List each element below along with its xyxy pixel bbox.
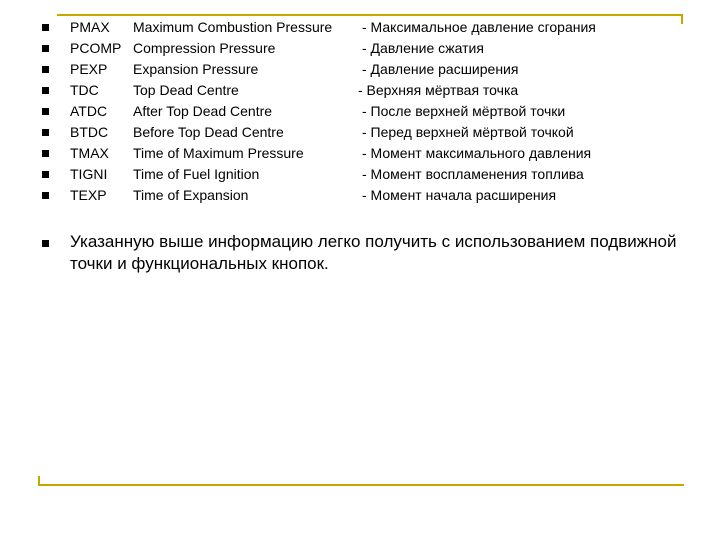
note-text: Указанную выше информацию легко получить с использованием подвижной точки и функциональных кнопок. [70, 232, 677, 273]
square-bullet-icon [42, 240, 49, 247]
square-bullet-icon [42, 171, 49, 178]
russian-term: - Момент воспламенения топлива [362, 166, 584, 182]
english-term: Before Top Dead Centre [133, 124, 284, 140]
abbreviation: PCOMP [70, 40, 122, 56]
list-item [0, 143, 720, 164]
russian-term: - Давление сжатия [362, 40, 484, 56]
square-bullet-icon [42, 87, 49, 94]
list-item [0, 122, 720, 143]
english-term: Top Dead Centre [133, 82, 239, 98]
abbreviation: PEXP [70, 61, 108, 77]
russian-term: - Момент максимального давления [362, 145, 592, 161]
abbreviation: BTDC [70, 124, 109, 140]
square-bullet-icon [42, 45, 49, 52]
list-item [0, 164, 720, 185]
english-term: After Top Dead Centre [133, 103, 273, 119]
english-term: Time of Expansion [133, 187, 249, 203]
abbreviation: ATDC [70, 103, 108, 119]
english-term: Maximum Combustion Pressure [133, 19, 333, 35]
list-item [0, 17, 720, 38]
russian-term: - Перед верхней мёртвой точкой [362, 124, 574, 140]
list-item [0, 59, 720, 80]
bottom-rule-tick [38, 476, 40, 486]
abbreviation: TMAX [70, 145, 109, 161]
russian-term: - После верхней мёртвой точки [362, 103, 566, 119]
russian-term: - Верхняя мёртвая точка [358, 82, 519, 98]
square-bullet-icon [42, 108, 49, 115]
square-bullet-icon [42, 24, 49, 31]
english-term: Expansion Pressure [133, 61, 259, 77]
list-item [0, 101, 720, 122]
english-term: Time of Maximum Pressure [133, 145, 304, 161]
list-item [0, 185, 720, 206]
russian-term: - Максимальное давление сгорания [362, 19, 596, 35]
list-item [0, 80, 720, 101]
abbreviation: TDC [70, 82, 99, 98]
english-term: Time of Fuel Ignition [133, 166, 260, 182]
bottom-rule [38, 484, 684, 486]
square-bullet-icon [42, 129, 49, 136]
russian-term: - Момент начала расширения [362, 187, 557, 203]
square-bullet-icon [42, 66, 49, 73]
russian-term: - Давление расширения [362, 61, 519, 77]
square-bullet-icon [42, 150, 49, 157]
english-term: Compression Pressure [133, 40, 276, 56]
top-rule [57, 14, 683, 16]
list-item [0, 38, 720, 59]
square-bullet-icon [42, 192, 49, 199]
abbreviation: TEXP [70, 187, 107, 203]
abbreviation: PMAX [70, 19, 110, 35]
abbreviation-list [0, 17, 720, 206]
abbreviation: TIGNI [70, 166, 108, 182]
